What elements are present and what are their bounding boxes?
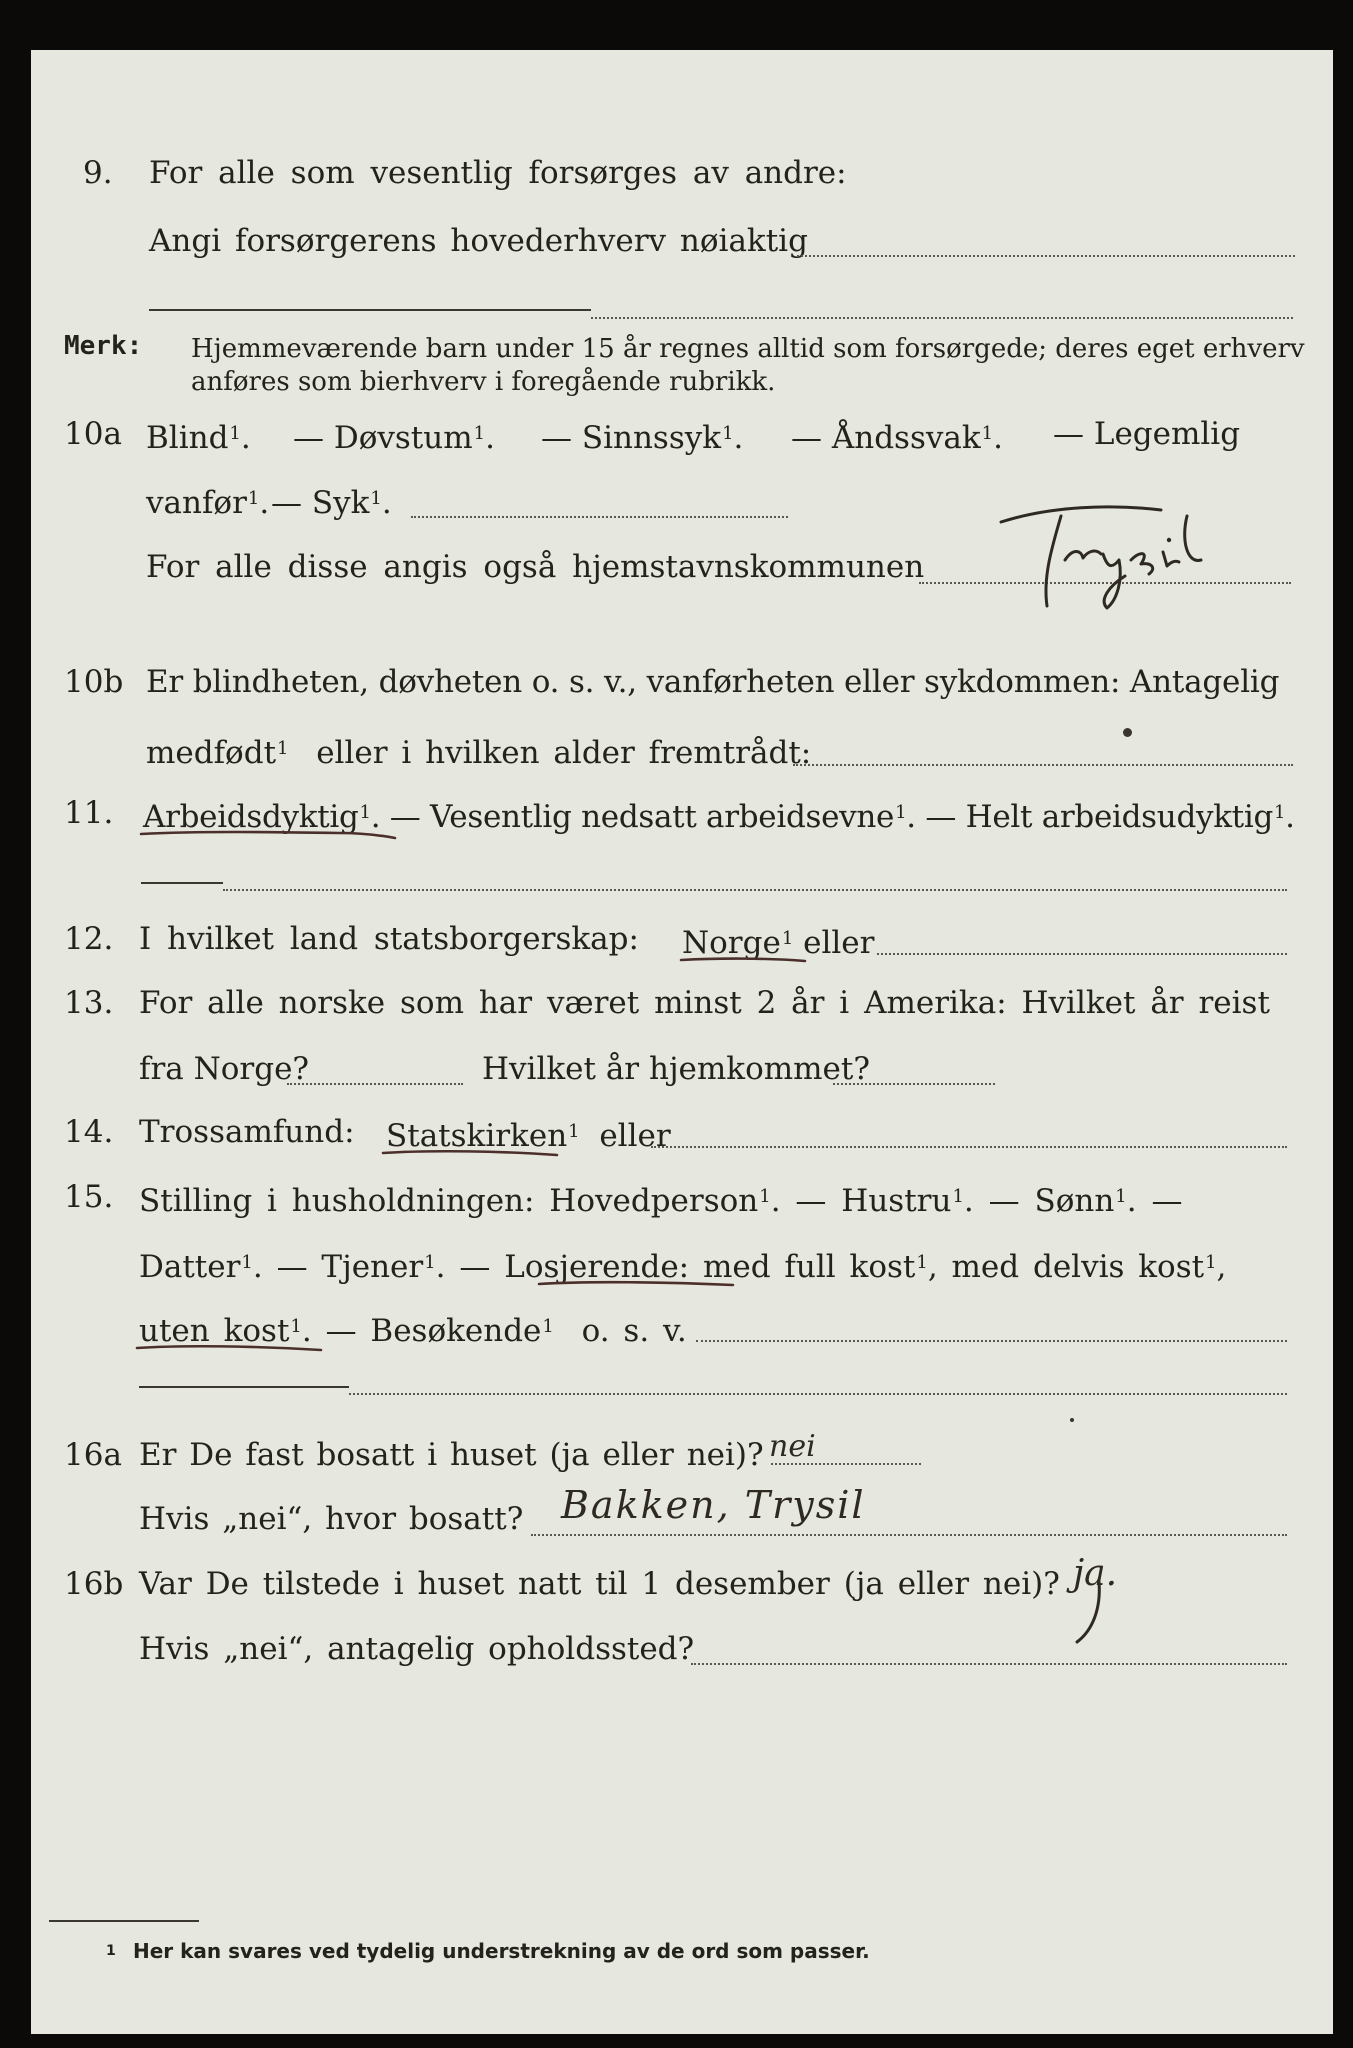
q13-number: 13. xyxy=(64,985,114,1021)
q15-answer-line xyxy=(696,1340,1287,1342)
q13-fra-norge: fra Norge? xyxy=(139,1051,310,1087)
q16b-handwritten-stroke xyxy=(1071,1578,1111,1648)
q10a-andssvak: — Åndssvak$^1$. xyxy=(791,420,1003,456)
q12-answer-line xyxy=(877,953,1287,955)
footnote-mark: 1 xyxy=(106,1943,116,1959)
q10a-syk-line xyxy=(411,516,788,518)
q15-line1: Stilling i husholdningen: Hovedperson$^1$. — Hustru$^1$. — Sønn$^1$. — xyxy=(139,1183,1183,1219)
q10b-line2: medfødt$^1$ eller i hvilken alder fremtrådt: xyxy=(146,735,812,771)
q14-number: 14. xyxy=(64,1114,114,1150)
q10b-number: 10b xyxy=(64,664,124,700)
footnote-text: Her kan svares ved tydelig understrekning av de ord som passer. xyxy=(133,1939,870,1963)
q12-underline-norge xyxy=(679,952,809,970)
merk-line1: Hjemmeværende barn under 15 år regnes alltid som forsørgede; deres eget erhverv xyxy=(191,334,1305,364)
q9-rule-dots xyxy=(591,317,1293,319)
speck xyxy=(1070,1418,1074,1422)
q16a-answer1: nei xyxy=(769,1429,816,1464)
q16b-number: 16b xyxy=(64,1566,124,1602)
q11-rule xyxy=(141,882,223,884)
q16a-line1: Er De fast bosatt i huset (ja eller nei)? xyxy=(139,1437,764,1473)
q10a-line1: Blind$^1$. xyxy=(146,420,271,456)
q13-hjemkommet: Hvilket år hjemkommet? xyxy=(482,1051,870,1087)
census-form-sheet xyxy=(31,50,1333,2034)
q9-rule xyxy=(149,309,591,311)
q10b-answer-line xyxy=(793,764,1293,766)
q16b-answer-line xyxy=(691,1663,1287,1665)
q9-answer-line xyxy=(797,255,1295,257)
q15-rule-dots xyxy=(349,1393,1287,1395)
merk-label: Merk: xyxy=(64,331,143,361)
q14-answer-line xyxy=(651,1146,1287,1148)
q16b-line1: Var De tilstede i huset natt til 1 desember (ja eller nei)? xyxy=(139,1566,1060,1602)
q15-rule xyxy=(139,1386,349,1388)
q13-line1: For alle norske som har været minst 2 år i Amerika: Hvilket år reist xyxy=(139,985,1270,1021)
q11-underline-arbeidsdyktig xyxy=(139,826,399,846)
q16b-line2: Hvis „nei“, antagelig opholdssted? xyxy=(139,1631,695,1667)
q10b-line1: Er blindheten, døvheten o. s. v., vanførheten eller sykdommen: Antagelig xyxy=(146,664,1280,700)
q13-fra-norge-line xyxy=(287,1083,463,1085)
q10a-syk: — Syk$^1$. xyxy=(271,485,392,521)
merk-line2: anføres som bierhverv i foregående rubrikk. xyxy=(191,367,776,397)
q15-line2: Datter$^1$. — Tjener$^1$. — Losjerende: med full kost$^1$, med delvis kost$^1$, xyxy=(139,1249,1227,1285)
q10a-vanfor: vanfør$^1$. xyxy=(146,485,270,521)
q14-text: Trossamfund: xyxy=(139,1114,355,1150)
q16a-number: 16a xyxy=(64,1437,122,1473)
q10a-line3: For alle disse angis også hjemstavnskommunen xyxy=(146,549,925,585)
q16b-answer1: ja. xyxy=(1073,1553,1118,1594)
q9-number: 9. xyxy=(83,155,113,191)
q10a-handwritten-trysil xyxy=(991,490,1281,620)
q9-line1: For alle som vesentlig forsørges av andre: xyxy=(149,155,847,191)
footnote-rule xyxy=(49,1920,199,1922)
q10a-sinnssyk: — Sinnssyk$^1$. xyxy=(541,420,744,456)
q15-line3: uten kost$^1$. — Besøkende$^1$ o. s. v. xyxy=(139,1313,687,1349)
q11-line: Arbeidsdyktig$^1$. — Vesentlig nedsatt arbeidsevne$^1$. — Helt arbeidsudyktig$^1$. xyxy=(143,799,1295,835)
q10a-legemlig: — Legemlig xyxy=(1053,416,1241,452)
q11-number: 11. xyxy=(64,795,114,831)
q16a-answer2-line xyxy=(531,1534,1287,1536)
q14-statskirken: Statskirken$^1$ eller xyxy=(386,1118,671,1154)
q11-rule-dots xyxy=(223,889,1287,891)
q10a-dovstum: — Døvstum$^1$. xyxy=(293,420,495,456)
q16a-answer2: Bakken, Trysil xyxy=(561,1483,866,1527)
q13-hjemkommet-line xyxy=(833,1083,995,1085)
q10a-number: 10a xyxy=(64,416,122,452)
q9-line2: Angi forsørgerens hovederhverv nøiaktig xyxy=(149,223,808,259)
q12-number: 12. xyxy=(64,921,114,957)
q14-underline-statskirken xyxy=(381,1145,561,1163)
ink-spot xyxy=(1123,728,1132,737)
q12-text: I hvilket land statsborgerskap: xyxy=(139,921,639,957)
q15-number: 15. xyxy=(64,1179,114,1215)
q15-underline-losjerende xyxy=(537,1276,737,1294)
q16a-answer1-line xyxy=(771,1463,921,1465)
q15-underline-uten-kost xyxy=(135,1340,325,1358)
q16a-line2: Hvis „nei“, hvor bosatt? xyxy=(139,1501,524,1537)
q12-norge: Norge$^1$ eller xyxy=(682,925,875,961)
